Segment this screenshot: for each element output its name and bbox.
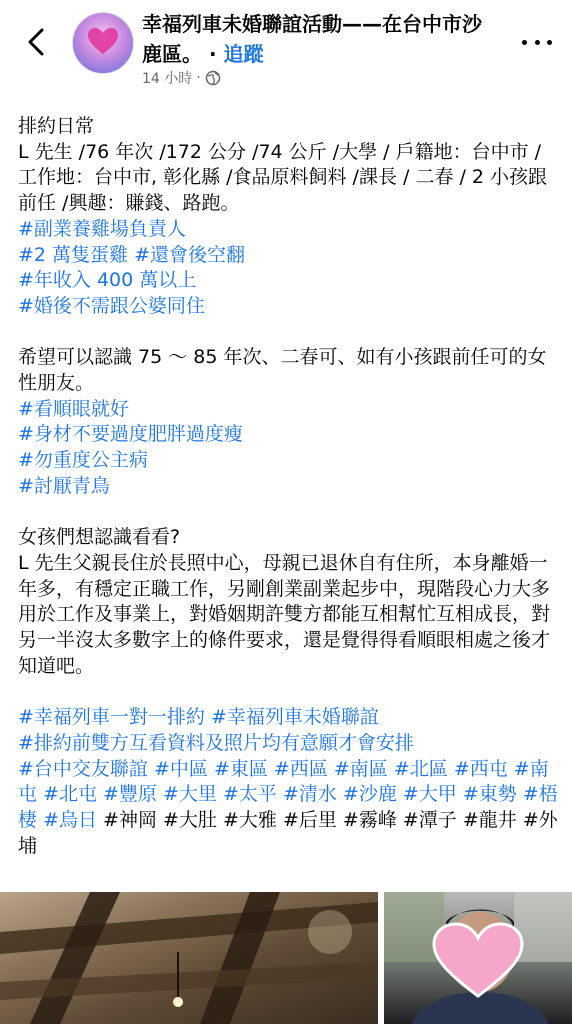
spacer	[18, 320, 558, 346]
hashtag[interactable]: #南屯	[18, 757, 549, 806]
hashtag[interactable]: #勿重度公主病	[18, 449, 148, 472]
description-text: L 先生父親長住於長照中心，母親已退休自有住所，本身離婚一年多，有穩定正職工作，另剛創業副業起步中，現階段心力大多用於工作及事業上，對婚姻期許雙方都能互相幫忙互相成長，對另一半沒太多數字上的條件要求，還是覺得得看順眼相處之後才知道吧。	[18, 551, 551, 677]
hashtag-plain: #后里	[282, 808, 337, 831]
post-heading: 排約日常	[18, 115, 95, 137]
post-photo-person[interactable]	[384, 892, 572, 1024]
page-avatar[interactable]	[72, 12, 134, 74]
hashtag[interactable]: #副業養雞場負責人	[18, 217, 186, 240]
hashtag[interactable]: #沙鹿	[342, 783, 397, 806]
back-button[interactable]	[22, 28, 50, 56]
post-photo-ceiling[interactable]	[0, 892, 378, 1024]
hashtag-plain: #霧峰	[342, 808, 397, 831]
hashtag[interactable]: #身材不要過度肥胖過度瘦	[18, 423, 243, 446]
hashtag[interactable]: #台中交友聯誼	[18, 757, 148, 780]
hashtag[interactable]: #西區	[273, 757, 328, 780]
hashtag[interactable]: #幸福列車未婚聯誼	[210, 706, 379, 729]
hashtag-plain: #大肚	[163, 808, 217, 831]
person-photo-image	[384, 892, 572, 1024]
hashtag[interactable]: #還會後空翻	[134, 243, 246, 266]
hashtag[interactable]: #南區	[333, 757, 388, 780]
post-body	[18, 114, 558, 859]
more-dot	[522, 40, 527, 45]
hashtag[interactable]: #幸福列車一對一排約	[18, 706, 205, 729]
hashtag[interactable]: #北區	[393, 757, 448, 780]
spacer	[18, 679, 558, 705]
hashtag[interactable]: #北屯	[43, 783, 97, 806]
hashtag[interactable]: #婚後不需跟公婆同住	[18, 294, 205, 317]
hashtag[interactable]: #排約前雙方互看資料及照片均有意願才會安排	[18, 731, 414, 754]
profile-text: L 先生 /76 年次 /172 公分 /74 公斤 /大學 / 戶籍地：台中市 /工作地：台中市, 彰化縣 /食品原料飼料 /課長 / 二春 / 2 小孩跟前任 /興趣：賺錢、路跑。	[18, 140, 548, 215]
hashtag[interactable]: #看順眼就好	[18, 397, 129, 420]
hashtag[interactable]: #清水	[282, 783, 337, 806]
hashtag[interactable]: #東勢	[462, 783, 517, 806]
hashtag[interactable]: #西屯	[453, 757, 508, 780]
hashtag[interactable]: #大里	[163, 783, 217, 806]
hashtag-plain: #外埔	[18, 808, 558, 857]
hashtag-plain: #龍井	[462, 808, 517, 831]
hashtag[interactable]: #大甲	[402, 783, 457, 806]
hashtag-plain: #神岡	[103, 808, 157, 831]
page-name-link[interactable]: 幸福列車未婚聯誼活動——在台中市沙鹿區。	[142, 12, 482, 66]
post-time[interactable]: 14 小時	[142, 71, 193, 87]
more-dot	[535, 40, 540, 45]
wish-text: 希望可以認識 75 ～ 85 年次、二春可、如有小孩跟前任可的女性朋友。	[18, 346, 547, 395]
ceiling-beams-image	[0, 892, 378, 1024]
spacer	[18, 500, 558, 526]
hashtag[interactable]: #討厭青鳥	[18, 474, 110, 497]
page-title	[142, 9, 482, 69]
post-meta	[142, 68, 221, 88]
more-dot	[547, 40, 552, 45]
hashtag[interactable]: #烏日	[43, 808, 97, 831]
hashtag[interactable]: #年收入 400 萬以上	[18, 269, 197, 292]
question-text: 女孩們想認識看看?	[18, 526, 181, 549]
time-separator: ·	[196, 70, 201, 86]
title-separator: ·	[202, 42, 224, 66]
hashtag[interactable]: #東區	[213, 757, 268, 780]
chevron-left-icon	[27, 28, 45, 56]
hashtag-plain: #潭子	[402, 808, 457, 831]
hashtag[interactable]: #豐原	[103, 783, 157, 806]
hashtag[interactable]: #梧棲	[18, 783, 558, 831]
hashtag-plain: #大雅	[222, 808, 277, 831]
globe-icon	[205, 70, 221, 86]
area-tags	[18, 757, 558, 860]
hashtag[interactable]: #太平	[222, 783, 277, 806]
post-header	[0, 0, 572, 100]
heart-icon	[87, 27, 119, 55]
more-options-button[interactable]	[522, 30, 552, 54]
hashtag[interactable]: #2 萬隻蛋雞	[18, 243, 129, 266]
follow-button[interactable]: 追蹤	[223, 42, 264, 66]
post-photos	[0, 892, 572, 1024]
hashtag[interactable]: #中區	[153, 757, 208, 780]
